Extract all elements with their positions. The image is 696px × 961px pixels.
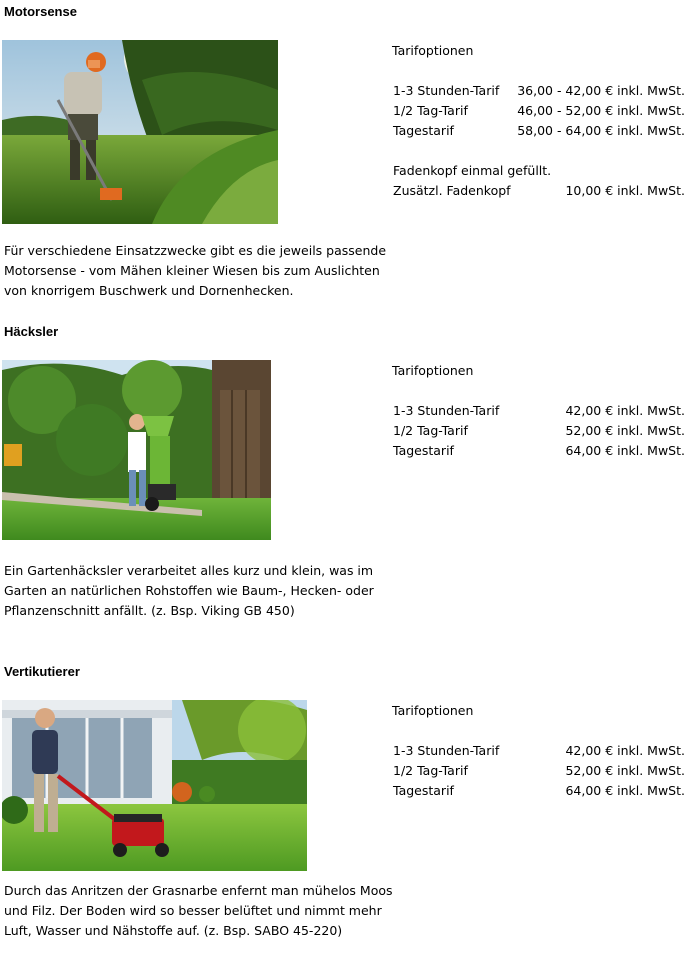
description-motorsense — [4, 241, 394, 301]
section-heading-haecksler: Häcksler — [4, 324, 59, 339]
tarif-note: Fadenkopf einmal gefüllt. — [393, 163, 552, 178]
tarif-label: Tagestarif — [393, 783, 454, 798]
tarif-price: 52,00 € inkl. MwSt. — [565, 763, 685, 778]
description-line: Pflanzenschnitt anfällt. (z. Bsp. Viking GB 450) — [4, 603, 295, 618]
tarif-price: 58,00 - 64,00 € inkl. MwSt. — [517, 123, 685, 138]
tarif-row — [392, 421, 692, 441]
tarif-label: 1/2 Tag-Tarif — [393, 763, 468, 778]
tarif-row — [392, 741, 692, 761]
tarif-row — [392, 101, 692, 121]
tarif-title: Tarifoptionen — [392, 703, 474, 718]
tarif-block-motorsense — [392, 41, 692, 201]
tarif-row — [392, 441, 692, 461]
tarif-price: 64,00 € inkl. MwSt. — [565, 783, 685, 798]
tarif-title: Tarifoptionen — [392, 363, 474, 378]
tarif-label: Tagestarif — [393, 443, 454, 458]
tarif-label: Tagestarif — [393, 123, 454, 138]
photo-haecksler — [2, 360, 271, 540]
tarif-label: 1-3 Stunden-Tarif — [393, 403, 500, 418]
tarif-price: 36,00 - 42,00 € inkl. MwSt. — [517, 83, 685, 98]
tarif-price: 52,00 € inkl. MwSt. — [565, 423, 685, 438]
tarif-block-haecksler — [392, 361, 692, 461]
photo-vertikutierer — [2, 700, 307, 871]
tarif-row — [392, 781, 692, 801]
tarif-row — [392, 81, 692, 101]
description-line: Durch das Anritzen der Grasnarbe enfernt man mühelos Moos — [4, 883, 393, 898]
photo-motorsense — [2, 40, 278, 224]
tarif-label: 1-3 Stunden-Tarif — [393, 83, 500, 98]
tarif-price: 10,00 € inkl. MwSt. — [565, 183, 685, 198]
tarif-row — [392, 761, 692, 781]
description-line: Ein Gartenhäcksler verarbeitet alles kurz und klein, was im — [4, 563, 374, 578]
description-line: und Filz. Der Boden wird so besser belüftet und nimmt mehr — [4, 903, 382, 918]
description-line: Luft, Wasser und Nähstoffe auf. (z. Bsp. SABO 45-220) — [4, 923, 343, 938]
tarif-row — [392, 121, 692, 141]
tarif-label: 1/2 Tag-Tarif — [393, 103, 468, 118]
tarif-row-extra — [392, 181, 692, 201]
section-heading-motorsense: Motorsense — [4, 4, 77, 19]
description-line: Garten an natürlichen Rohstoffen wie Baum-, Hecken- oder — [4, 583, 374, 598]
tarif-price: 42,00 € inkl. MwSt. — [565, 403, 685, 418]
description-haecksler — [4, 561, 394, 621]
tarif-label: 1/2 Tag-Tarif — [393, 423, 468, 438]
tarif-price: 64,00 € inkl. MwSt. — [565, 443, 685, 458]
tarif-label: 1-3 Stunden-Tarif — [393, 743, 500, 758]
description-vertikutierer — [4, 881, 394, 941]
tarif-price: 42,00 € inkl. MwSt. — [565, 743, 685, 758]
description-line: von knorrigem Buschwerk und Dornenhecken. — [4, 283, 294, 298]
tarif-block-vertikutierer — [392, 701, 692, 801]
tarif-title: Tarifoptionen — [392, 43, 474, 58]
tarif-label: Zusätzl. Fadenkopf — [393, 183, 511, 198]
description-line: Für verschiedene Einsatzzwecke gibt es die jeweils passende — [4, 243, 387, 258]
tarif-price: 46,00 - 52,00 € inkl. MwSt. — [517, 103, 685, 118]
description-line: Motorsense - vom Mähen kleiner Wiesen bis zum Auslichten — [4, 263, 380, 278]
section-heading-vertikutierer: Vertikutierer — [4, 664, 80, 679]
tarif-row — [392, 401, 692, 421]
